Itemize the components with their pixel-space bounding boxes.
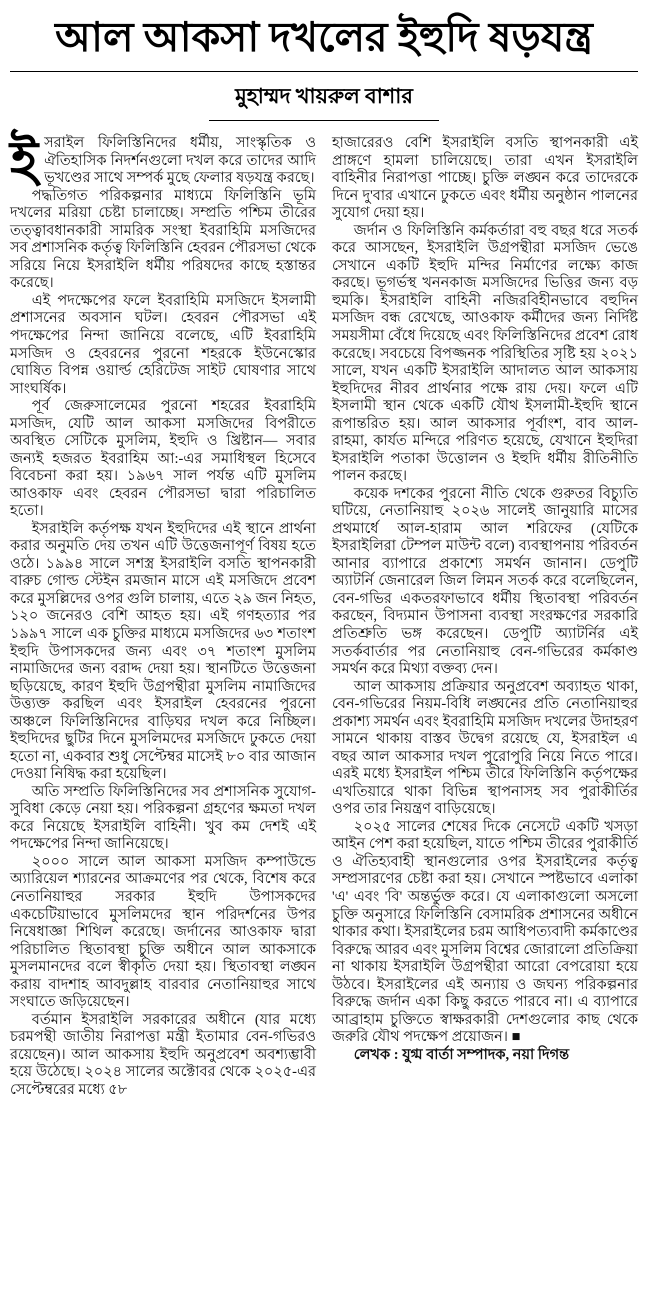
- paragraph: অতি সম্প্রতি ফিলিস্তিনিদের সব প্রশাসনিক সুযোগ-সুবিধা কেড়ে নেয়া হয়। পরিকল্পনা গ্রহণের ক্ষমতা দখল করে নিয়েছে ইসরাইলি বাহিনী। খুব কম দেশই এই পদক্ষেপের নিন্দা জানিয়েছে।: [10, 783, 316, 853]
- paragraph: পূর্ব জেরুসালেমের পুরনো শহরের ইবরাহিমি মসজিদ, যেটি আল আকসা মসজিদের বিপরীতে অবস্থিত সেটিকে মুসলিম, ইহুদি ও খ্রিষ্টান— সবার জন্যই হজরত ইবরাহিম আ:-এর সমাধিস্থল হিসেবে বিবেচনা করা হয়। ১৯৬৭ সাল পর্যন্ত এটি মুসলিম আওকাফ এবং হেবরন পৌরসভা দ্বারা পরিচালিত হতো।: [10, 398, 316, 520]
- paragraph: পদ্ধতিগত পরিকল্পনার মাধ্যমে ফিলিস্তিনি ভূমি দখলের মরিয়া চেষ্টা চালাচ্ছে। সম্প্রতি পশ্চিম তীরের তত্ত্বাবধানকারী সামরিক সংস্থা ইবরাহিমি মসজিদের সব প্রশাসনিক কর্তৃত্ব ফিলিস্তিনি হেবরন পৌরসভা থেকে সরিয়ে নিয়ে ইসরাইলি ধর্মীয় পরিষদের কাছে হস্তান্তর করেছে।: [10, 187, 316, 292]
- article-column-left: [10, 131, 316, 1099]
- paragraph: হাজারেরও বেশি ইসরাইলি বসতি স্থাপনকারী এই প্রাঙ্গণে হামলা চালিয়েছে। তারা এখন ইসরাইলি বাহিনীর নিরাপত্তা পাচ্ছে। চুক্তি লঙ্ঘন করে তাদেরকে দিনে দু'বার এখানে ঢুকতে এবং ধর্মীয় অনুষ্ঠান পালনের সুযোগ দেয়া হয়।: [332, 135, 638, 222]
- article-body: [10, 131, 638, 1099]
- paragraph: ২০০০ সালে আল আকসা মসজিদ কম্পাউন্ডে অ্যারিয়েল শ্যারনের আক্রমণের পর থেকে, বিশেষ করে নেতানিয়াহুর সরকার ইহুদি উপাসকদের একচেটিয়াভাবে মুসলিমদের স্থান পরিদর্শনের উপর নিষেধাজ্ঞা শিথিল করেছে। জর্দানের আওকাফ দ্বারা পরিচালিত স্থিতাবস্থা চুক্তি অধীনে আল আকসাকে মুসলমানদের বলে স্বীকৃতি দেয়া হয়। স্থিতাবস্থা লঙ্ঘন করায় বাদশাহ আবদুল্লাহ বারবার নেতানিয়াহুর সাথে সংঘাতে জড়িয়েছেন।: [10, 853, 316, 1011]
- article-masthead: [10, 14, 638, 121]
- paragraph: ইসরাইলি কর্তৃপক্ষ যখন ইহুদিদের এই স্থানে প্রার্থনা করার অনুমতি দেয় তখন এটি উত্তেজনাপূর্ণ বিষয় হতে ওঠে। ১৯৯৪ সালে সশস্ত্র ইসরাইলি বসতি স্থাপনকারী বারুচ গোল্ড স্টেইন রমজান মাসে এই মসজিদে প্রবেশ করে মুসল্লিদের ওপর গুলি চালায়, এতে ২৯ জন নিহত, ১২০ জনেরও বেশি আহত হয়। এই গণহত্যার পর ১৯৯৭ সালে এক চুক্তির মাধ্যমে মসজিদের ৬৩ শতাংশ ইহুদি উপাসকদের জন্য এবং ৩৭ শতাংশ মুসলিম নামাজিদের জন্য বরাদ্দ দেয়া হয়। স্থানটিতে উত্তেজনা ছড়িয়েছে, কারণ ইহুদি উগ্রপন্থীরা মুসলিম নামাজিদের উত্ত্যক্ত করছিল এবং ইসরাইল হেবরনের পুরনো অঞ্চলে ফিলিস্তিনিদের বাড়িঘর দখল করে নিচ্ছিল। ইহুদিদের ছুটির দিনে মুসলিমদের মসজিদে ঢুকতে দেয়া হতো না, একবার শুধু সেপ্টেম্বর মাসেই ৮০ বার আজান দেওয়া নিষিদ্ধ করা হয়েছিল।: [10, 520, 316, 783]
- author-credit-label: লেখক :: [353, 1046, 399, 1063]
- paragraph: এই পদক্ষেপের ফলে ইবরাহিমি মসজিদে ইসলামী প্রশাসনের অবসান ঘটল। হেবরন পৌরসভা এই পদক্ষেপের নিন্দা জানিয়ে বলেছে, এটি ইবরাহিমি মসজিদ ও হেবরনের পুরনো শহরকে ইউনেস্কোর ঘোষিত বিপন্ন ওয়ার্ল্ড হেরিটেজ সাইট ঘোষণার সাথে সাংঘর্ষিক।: [10, 292, 316, 397]
- paragraph: আল আকসায় প্রক্রিয়ার অনুপ্রবেশ অব্যাহত থাকা, বেন-গভিরের নিয়ম-বিধি লঙ্ঘনের প্রতি নেতানিয়াহুর প্রকাশ্য সমর্থন এবং ইবরাহিমি মসজিদ দখলের উদাহরণ সামনে থাকায় বাস্তব উদ্বেগ রয়েছে যে, ইসরাইল এ বছর আল আকসার দখল পুরোপুরি নিয়ে নিতে পারে। এরই মধ্যে ইসরাইল পশ্চিম তীরে ফিলিস্তিনি কর্তৃপক্ষের এখতিয়ারে থাকা বিভিন্ন স্থাপনাসহ সব পুরাকীর্তির ওপর তার নিয়ন্ত্রণ বাড়িয়েছে।: [332, 678, 638, 818]
- author-credit: [332, 1047, 638, 1065]
- article-column-right: [332, 135, 638, 1064]
- headline: আল আকসা দখলের ইহুদি ষড়যন্ত্র: [55, 14, 593, 60]
- paragraph: [10, 131, 316, 192]
- paragraph: কয়েক দশকের পুরনো নীতি থেকে গুরুতর বিচ্যুতি ঘটিয়ে, নেতানিয়াহু ২০২৬ সালেই জানুয়ারি মাসের প্রথমার্ধে আল-হারাম আল শরিফের (যেটিকে ইসরাইলিরা টেম্পল মাউন্ট বলে) ব্যবস্থাপনায় পরিবর্তন আনার ব্যাপারে প্রকাশ্যে সমর্থন জানান। ডেপুটি অ্যাটর্নি জেনারেল জিল লিমন সতর্ক করে বলেছিলেন, বেন-গভির একতরফাভাবে ধর্মীয় স্থিতাবস্থা পরিবর্তন করছেন, বিদ্যমান উপাসনা ব্যবস্থা সংরক্ষণের সরকারি প্রতিশ্রুতি ভঙ্গ করেছেন। ডেপুটি অ্যাটর্নির এই সতর্কবার্তার পর নেতানিয়াহু বেন-গভিরের কর্মকাণ্ড সমর্থন করে মিথ্যা বক্তব্য দেন।: [332, 485, 638, 678]
- byline-wrap: [10, 80, 638, 121]
- paragraph-text: সরাইল ফিলিস্তিনিদের ধর্মীয়, সাংস্কৃতিক ও ঐতিহাসিক নিদর্শনগুলো দখল করে তাদের আদি ভূখণ্ডের সাথে সম্পর্ক মুছে ফেলার ষড়যন্ত্র করছে।: [44, 135, 316, 187]
- drop-cap: ই: [10, 131, 39, 192]
- headline-divider: [10, 71, 638, 72]
- paragraph: জর্দান ও ফিলিস্তিনি কর্মকর্তারা বহু বছর ধরে সতর্ক করে আসছেন, ইসরাইলি উগ্রপন্থীরা মসজিদ ভেঙে সেখানে একটি ইহুদি মন্দির নির্মাণের লক্ষ্যে কাজ করছে। ভূগর্ভস্থ খননকাজ মসজিদের ভিত্তির জন্য বড় হুমকি। ইসরাইলি বাহিনী নজিরবিহীনভাবে বহুদিন মসজিদ বন্ধ রেখেছে, আওকাফ কর্মীদের জন্য নির্দিষ্ট সময়সীমা বেঁধে দিয়েছে এবং ফিলিস্তিনিদের প্রবেশ রোধ করেছে। সবচেয়ে বিপজ্জনক পরিস্থিতির সৃষ্টি হয় ২০২১ সালে, যখন একটি ইসরাইলি আদালত আল আকসায় ইহুদিদের নীরব প্রার্থনার পক্ষে রায় দেয়। ফলে এটি ইসলামী স্থান থেকে একটি যৌথ ইসলামী-ইহুদি স্থানে রূপান্তরিত হয়। আল আকসার পূর্বাংশ, বাব আল-রাহমা, কার্যত মন্দিরে পরিণত হয়েছে, যেখানে ইহুদিরা ইসরাইলি পতাকা উত্তোলন ও ইহুদি ধর্মীয় রীতিনীতি পালন করছে।: [332, 222, 638, 485]
- author-credit-value: যুগ্ম বার্তা সম্পাদক, নয়া দিগন্ত: [398, 1046, 570, 1063]
- paragraph: বর্তমান ইসরাইলি সরকারের অধীনে (যার মধ্যে চরমপন্থী জাতীয় নিরাপত্তা মন্ত্রী ইতামার বেন-গভিরও রয়েছেন)। আল আকসায় ইহুদি অনুপ্রবেশ অবশ্যম্ভাবী হয়ে উঠেছে। ২০২৪ সালের অক্টোবর থেকে ২০২৫-এর সেপ্টেম্বরের মধ্যে ৫৮: [10, 1011, 316, 1098]
- paragraph: ২০২৫ সালের শেষের দিকে নেসেটে একটি খসড়া আইন পেশ করা হয়েছিল, যাতে পশ্চিম তীরের পুরাকীর্তি ও ঐতিহ্যবাহী স্থানগুলোর ওপর ইসরাইলের কর্তৃত্ব সম্প্রসারণের চেষ্টা করা হয়। সেখানে স্পষ্টভাবে এলাকা 'এ' এবং 'বি' অন্তর্ভুক্ত করে। যে এলাকাগুলো অসলো চুক্তি অনুসারে ফিলিস্তিনি বেসামরিক প্রশাসনের অধীনে থাকার কথা। ইসরাইলের চরম আধিপত্যবাদী কর্মকাণ্ডের বিরুদ্ধে আরব এবং মুসলিম বিশ্বের জোরালো প্রতিক্রিয়া না থাকায় ইসরাইলি উগ্রপন্থীরা আরো বেপরোয়া হয়ে উঠবে। ইসরাইলের এই অন্যায় ও জঘন্য পরিকল্পনার বিরুদ্ধে জর্দান একা কিছু করতে পারবে না। এ ব্যাপারে আব্রাহাম চুক্তিতে স্বাক্ষরকারী দেশগুলোর কাছ থেকে জরুরি যৌথ পদক্ষেপ প্রয়োজন। ■: [332, 818, 638, 1046]
- byline: মুহাম্মদ খায়রুল বাশার: [209, 80, 439, 121]
